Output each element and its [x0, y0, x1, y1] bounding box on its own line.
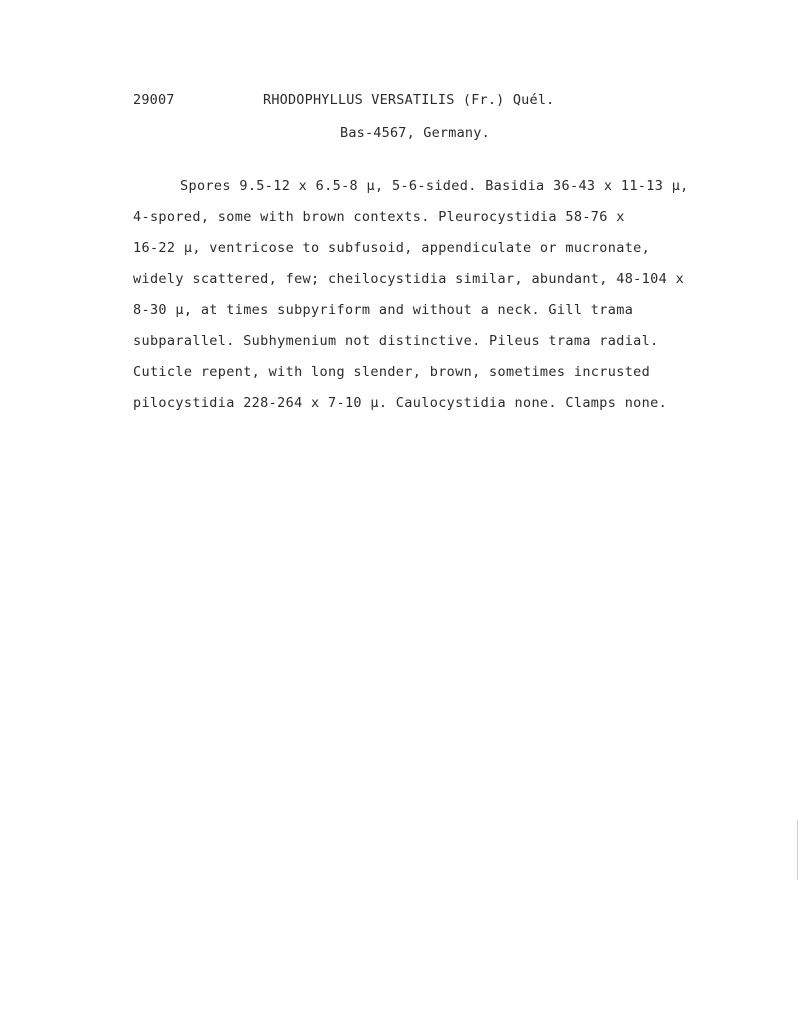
- description-line: subparallel. Subhymenium not distinctive. Pileus trama radial.: [133, 333, 659, 349]
- description-line: 4-spored, some with brown contexts. Pleurocystidia 58-76 x: [133, 209, 625, 225]
- scan-edge-mark: [797, 820, 798, 880]
- description-line: pilocystidia 228-264 x 7-10 µ. Caulocystidia none. Clamps none.: [133, 395, 668, 411]
- header-row: [133, 92, 773, 114]
- species-name: RHODOPHYLLUS VERSATILIS (Fr.) Quél.: [263, 92, 555, 108]
- description-line: 8-30 µ, at times subpyriform and without a neck. Gill trama: [133, 302, 634, 318]
- description-line: widely scattered, few; cheilocystidia similar, abundant, 48-104 x: [133, 271, 685, 287]
- description-line: Cuticle repent, with long slender, brown, sometimes incrusted: [133, 364, 651, 380]
- description-line: 16-22 µ, ventricose to subfusoid, appendiculate or mucronate,: [133, 240, 651, 256]
- description-paragraph: [133, 171, 773, 419]
- collection-info: Bas-4567, Germany.: [340, 125, 490, 141]
- catalog-number: 29007: [133, 92, 175, 108]
- description-line: Spores 9.5-12 x 6.5-8 µ, 5-6-sided. Basidia 36-43 x 11-13 µ,: [180, 178, 689, 194]
